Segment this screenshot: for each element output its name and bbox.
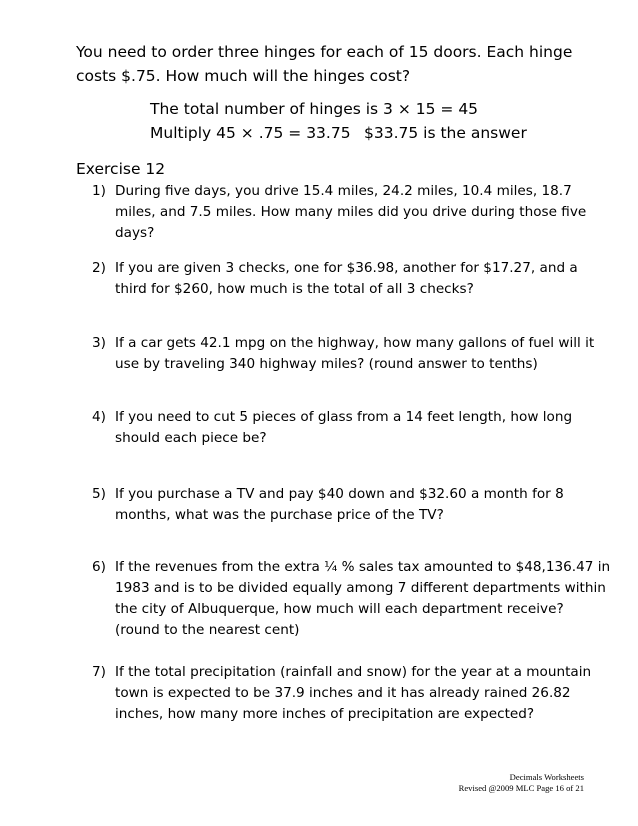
work-line-1 — [150, 100, 478, 118]
work-line-2-text: Multiply 45 × .75 = 33.75 — [150, 124, 351, 142]
work-line-1-text: The total number of hinges is 3 × 15 = 45 — [150, 100, 479, 118]
question-text: If you need to cut 5 pieces of glass from a 14 feet length, how long should each piece be? — [115, 409, 573, 446]
question-number: 1) — [92, 183, 106, 199]
footer-page-info: Revised @2009 MLC Page 16 of 21 — [458, 783, 584, 793]
question-3 — [92, 333, 612, 375]
question-text: If you purchase a TV and pay $40 down and $32.60 a month for 8 months, what was the purchase price of the TV? — [115, 486, 564, 523]
question-4 — [92, 407, 612, 449]
question-2 — [92, 258, 612, 300]
question-number: 4) — [92, 409, 106, 425]
question-number: 2) — [92, 260, 106, 276]
question-number: 3) — [92, 335, 106, 351]
question-number: 7) — [92, 664, 106, 680]
question-7 — [92, 662, 612, 725]
page-footer — [459, 772, 584, 794]
question-text: During five days, you drive 15.4 miles, 24.2 miles, 10.4 miles, 18.7 miles, and 7.5 miles. How many miles did you drive during those five days? — [115, 183, 587, 241]
exercise-title: Exercise 12 — [76, 160, 166, 178]
question-number: 5) — [92, 486, 106, 502]
question-text: If the total precipitation (rainfall and snow) for the year at a mountain town is expected to be 37.9 inches and it has already rained 26.82 inches, how many more inches of precipitation are expected? — [115, 664, 592, 722]
footer-title: Decimals Worksheets — [509, 772, 584, 782]
question-text: If a car gets 42.1 mpg on the highway, how many gallons of fuel will it use by traveling 340 highway miles? (round answer to tenths) — [115, 335, 595, 372]
question-6 — [92, 557, 612, 641]
question-1 — [92, 181, 612, 244]
question-number: 6) — [92, 559, 106, 575]
question-5 — [92, 484, 612, 526]
question-text: If you are given 3 checks, one for $36.98, another for $17.27, and a third for $260, how much is the total of all 3 checks? — [115, 260, 578, 297]
question-text: If the revenues from the extra ¼ % sales tax amounted to $48,136.47 in 1983 and is to be divided equally among 7 different departments within the city of Albuquerque, how much will each department receive? (round to the nearest cent) — [115, 559, 611, 638]
intro-problem: You need to order three hinges for each of 15 doors. Each hinge costs $.75. How much will the hinges cost? — [76, 43, 573, 85]
work-line-2 — [150, 124, 527, 142]
answer-text: $33.75 is the answer — [364, 124, 527, 142]
